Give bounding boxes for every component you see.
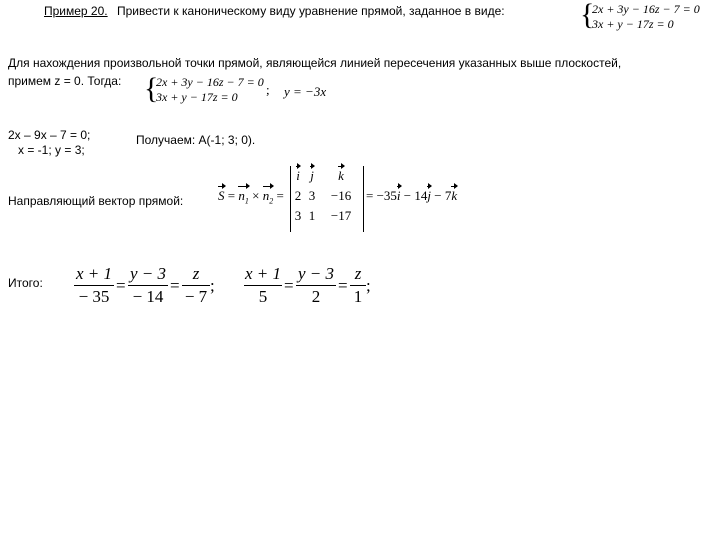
point-a: Получаем: A(-1; 3; 0). xyxy=(136,133,256,147)
det-row-ijk xyxy=(291,166,363,186)
vector-n1: $n_1$ xyxy=(238,188,249,206)
eq-final-4: = xyxy=(338,276,348,295)
times-sign: × xyxy=(252,188,260,203)
eq-final-3: = xyxy=(284,276,294,295)
det-cell: 3 xyxy=(308,188,316,203)
intro-line-2: примем z = 0. Тогда: xyxy=(8,74,122,88)
det-cell: 3 xyxy=(294,208,302,223)
det-cell: −17 xyxy=(330,208,352,223)
fraction-5: y − 3 2 xyxy=(297,264,335,306)
eq-sign-1: = xyxy=(227,188,236,203)
det-cell: 2 xyxy=(294,188,302,203)
system-top-eq2: 3x + y − 17z = 0 xyxy=(592,17,674,31)
fraction-4: x + 1 5 xyxy=(244,264,282,306)
direction-formula xyxy=(218,188,284,206)
system-top-eq1: 2x + 3y − 16z − 7 = 0 xyxy=(592,2,700,16)
system-z0-eq2: 3x + y − 17z = 0 xyxy=(156,90,238,104)
det-i: i xyxy=(296,168,300,183)
fraction-2: y − 3 − 14 xyxy=(129,264,167,306)
example-title xyxy=(44,4,505,18)
vector-n2: $n_2$ xyxy=(262,188,274,206)
system-z0-brace: { xyxy=(144,72,159,105)
direction-label: Направляющий вектор прямой: xyxy=(8,194,184,208)
final-label: Итого: xyxy=(8,276,43,290)
result-i: i xyxy=(396,188,401,203)
result-j: j xyxy=(427,188,432,203)
det-row-1 xyxy=(291,186,363,206)
det-cell: −16 xyxy=(330,188,352,203)
solution-line-1: 2x – 9x – 7 = 0; xyxy=(8,128,91,142)
det-k: k xyxy=(338,168,344,183)
system-z0-sep: ; xyxy=(266,82,270,97)
system-z0-result: y = −3x xyxy=(284,84,327,99)
system-z0-eq1: 2x + 3y − 16z − 7 = 0 xyxy=(156,75,264,89)
example-label: Пример 20. xyxy=(44,4,108,18)
result-k: k xyxy=(451,188,458,203)
semicolon-2: ; xyxy=(366,276,371,295)
det-row-2 xyxy=(291,206,363,226)
fraction-3: z − 7 xyxy=(182,264,210,307)
semicolon-1: ; xyxy=(210,276,215,295)
fraction-1: x + 1 − 35 xyxy=(75,264,113,306)
eq-final-1: = xyxy=(116,276,126,295)
solution-line-2: x = -1; y = 3; xyxy=(18,143,85,157)
intro-line-1: Для нахождения произвольной точки прямой, являющейся линией пересечения указанных выше плоскостей, xyxy=(8,56,622,70)
determinant xyxy=(290,166,364,232)
eq-final-2: = xyxy=(170,276,180,295)
direction-result: = −35i − 14j − 7k xyxy=(366,188,458,203)
det-cell: 1 xyxy=(308,208,316,223)
vector-s: S xyxy=(218,188,225,203)
det-j: j xyxy=(310,168,314,183)
fraction-6: z 1 xyxy=(350,264,366,307)
system-top-brace: { xyxy=(580,0,595,31)
eq-sign-2: = xyxy=(276,188,284,203)
example-task: Привести к каноническому виду уравнение прямой, заданное в виде: xyxy=(116,4,505,18)
